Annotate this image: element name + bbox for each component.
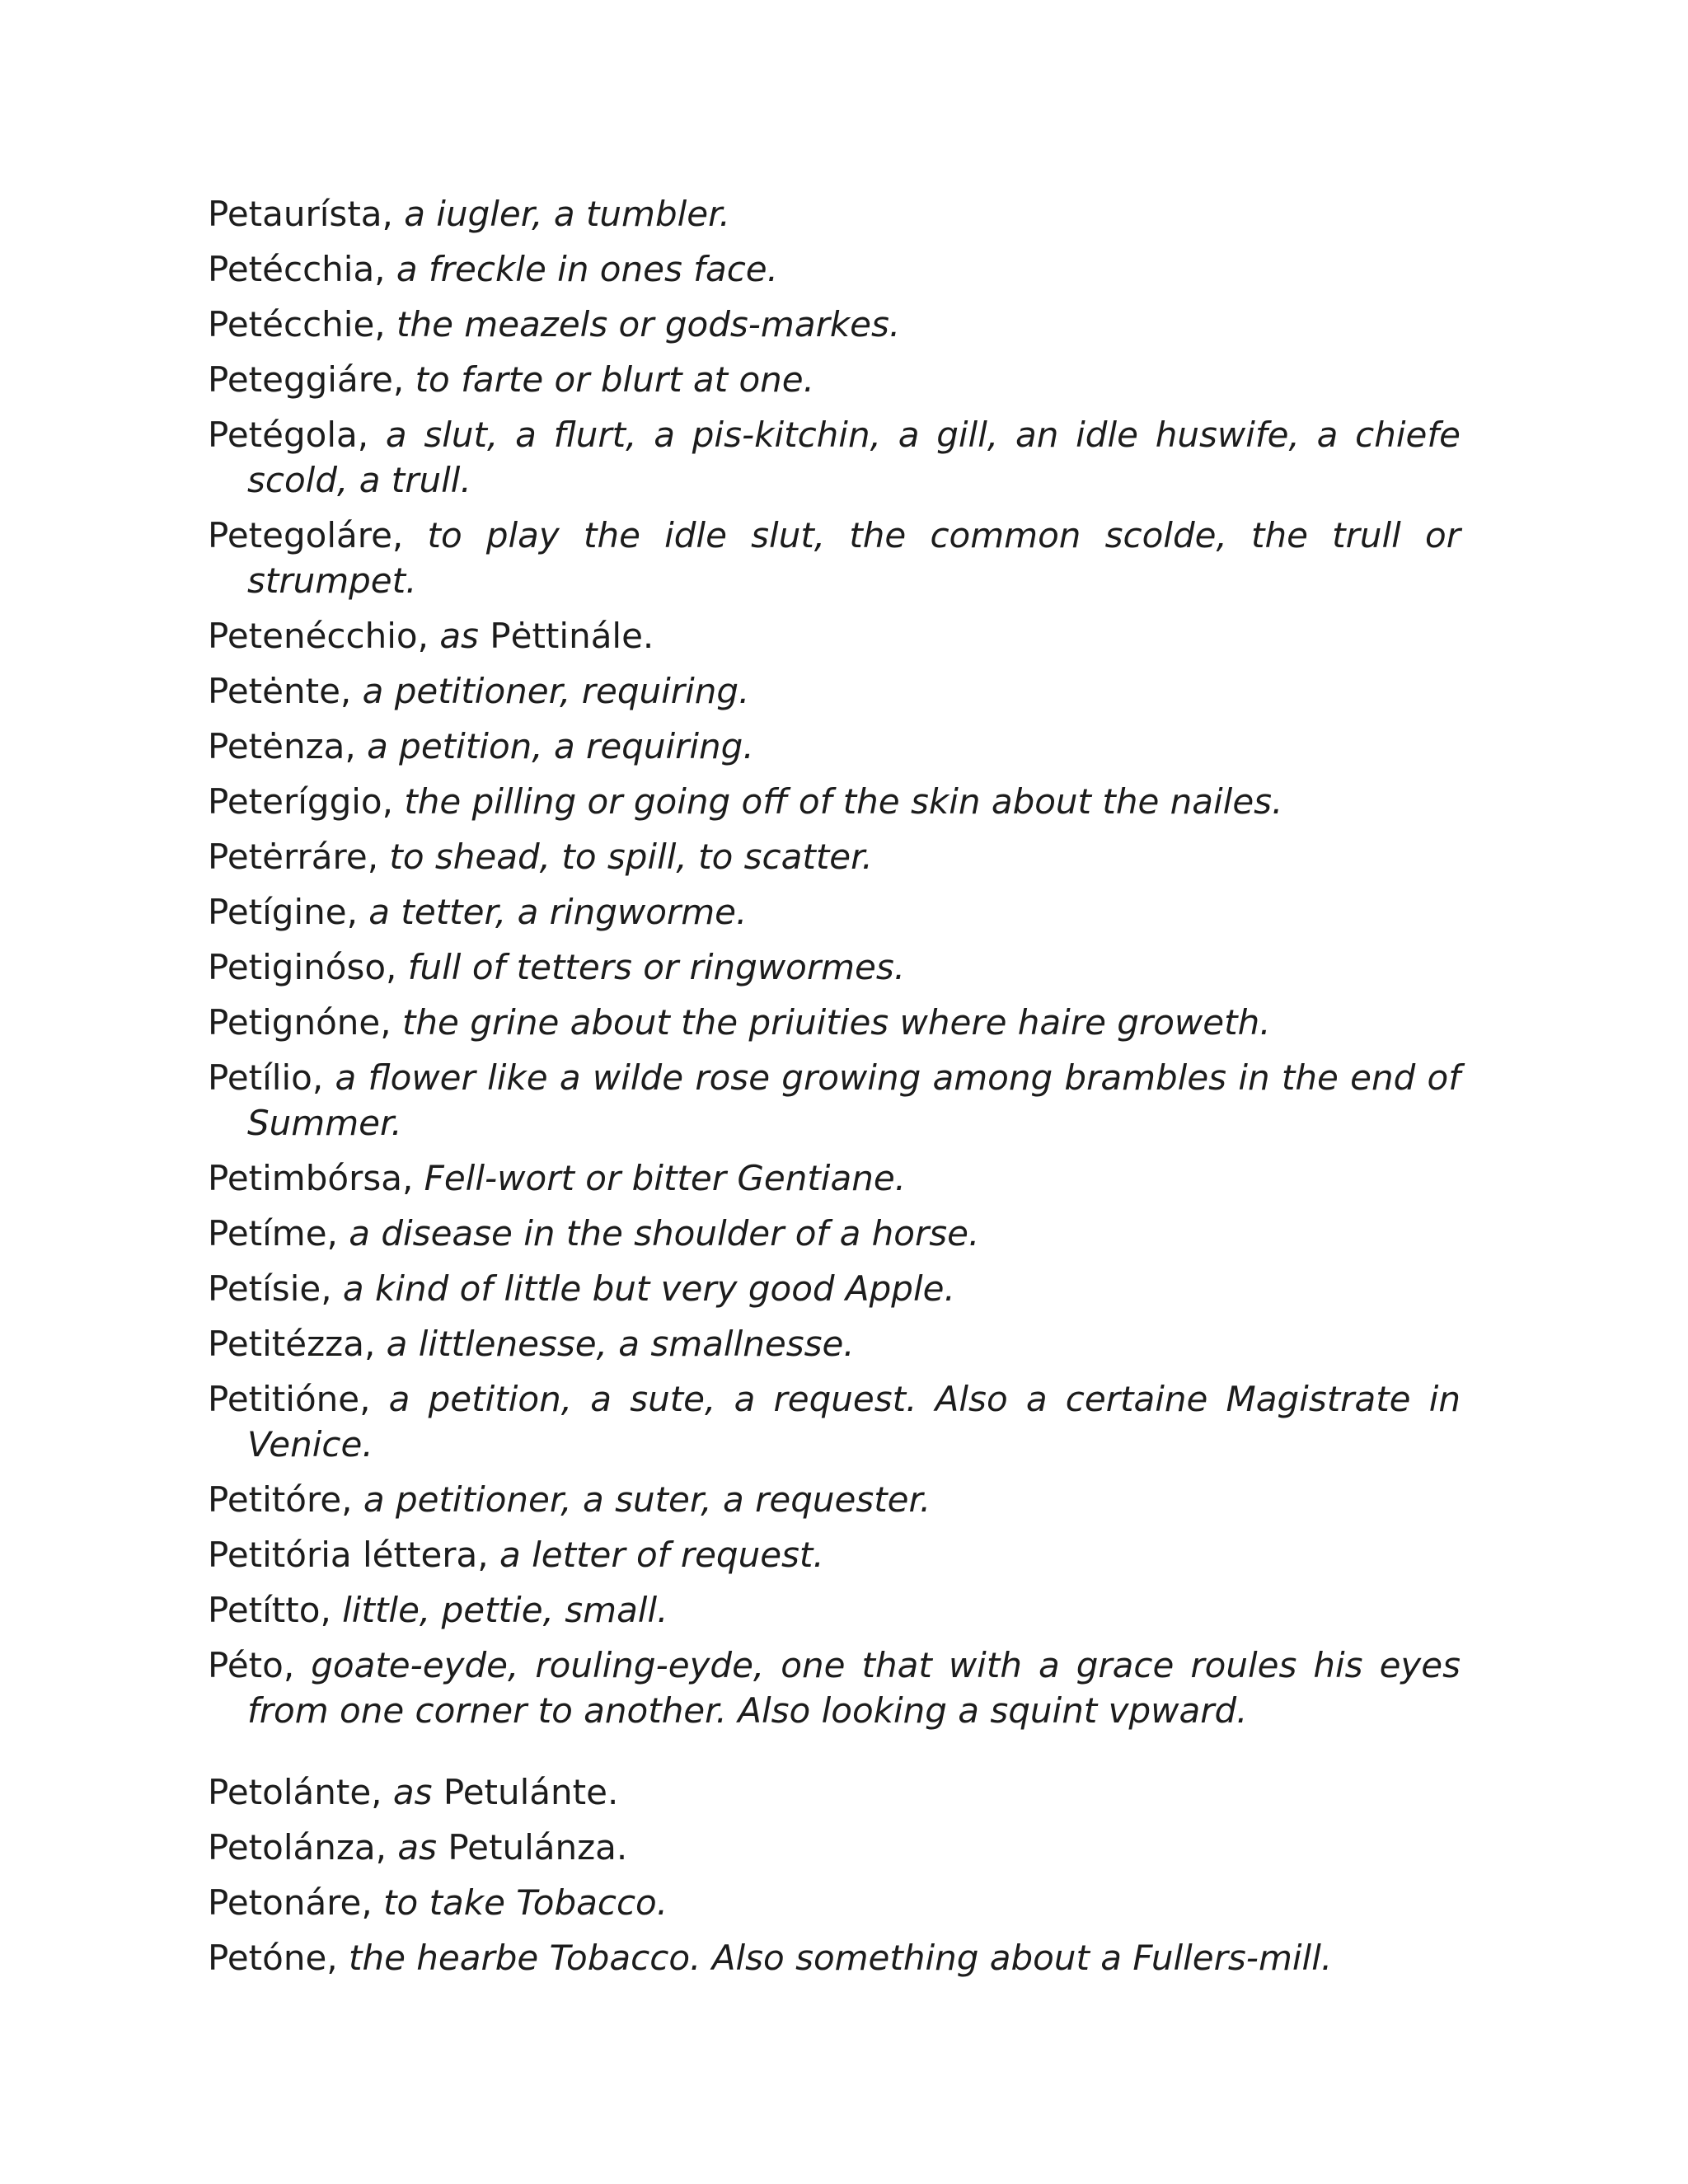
entry-headword: Peteggiáre,	[208, 359, 415, 400]
entry-definition: as	[392, 1772, 443, 1812]
entry-headword: Petégola,	[208, 415, 386, 455]
dictionary-entry	[208, 779, 1461, 824]
entry-definition: the meazels or gods-markes.	[396, 304, 901, 344]
entry-definition: a petitioner, requiring.	[362, 671, 750, 711]
dictionary-entry	[208, 412, 1461, 503]
entry-headword: Péto,	[208, 1645, 312, 1685]
entry-headword: Petécchie,	[208, 304, 396, 344]
dictionary-entry	[208, 1643, 1461, 1733]
entry-definition: a petition, a requiring.	[367, 726, 754, 766]
entry-definition: a petition, a sute, a request. Also a certaine Magistrate in Venice.	[247, 1379, 1461, 1465]
entry-headword: Petitóre,	[208, 1479, 363, 1520]
entry-definition: a tetter, a ringworme.	[368, 892, 748, 932]
entry-definition: a disease in the shoulder of a horse.	[349, 1213, 980, 1254]
entry-headword: Petėnza,	[208, 726, 368, 766]
entry-headword: Petóne,	[208, 1938, 349, 1978]
entry-headword: Petécchia,	[208, 249, 396, 289]
dictionary-entry	[208, 1825, 1461, 1870]
entry-headword: Petėrráre,	[208, 837, 390, 877]
entry-definition: a petitioner, a suter, a requester.	[363, 1479, 931, 1520]
entry-headword: Petolánte,	[208, 1772, 393, 1812]
entry-headword: Petėnte,	[208, 671, 363, 711]
entry-definition: to take Tobacco.	[383, 1882, 668, 1923]
dictionary-entry	[208, 1055, 1461, 1146]
entry-cross-reference: Petulánza.	[448, 1827, 628, 1868]
entry-definition: a freckle in ones face.	[396, 249, 778, 289]
entry-headword: Petitióne,	[208, 1379, 389, 1419]
entry-headword: Petitézza,	[208, 1324, 387, 1364]
entry-definition: to farte or blurt at one.	[415, 359, 814, 400]
dictionary-entry	[208, 1155, 1461, 1201]
entry-cross-reference: Petulánte.	[443, 1772, 619, 1812]
entry-cross-reference: Pėttinále.	[490, 616, 654, 656]
entry-definition: full of tetters or ringwormes.	[407, 947, 906, 987]
dictionary-entry	[208, 1211, 1461, 1256]
entry-definition: a littlenesse, a smallnesse.	[386, 1324, 855, 1364]
entry-definition: a letter of request.	[499, 1535, 824, 1575]
entry-definition: the grine about the priuities where haire groweth.	[401, 1002, 1271, 1043]
entry-headword: Petíme,	[208, 1213, 349, 1254]
dictionary-entry	[208, 246, 1461, 292]
entry-headword: Petonáre,	[208, 1882, 384, 1923]
entry-headword: Petaurísta,	[208, 194, 405, 234]
dictionary-entry	[208, 1376, 1461, 1467]
dictionary-entry	[208, 944, 1461, 990]
entry-headword: Petígine,	[208, 892, 369, 932]
entry-definition: as	[439, 616, 490, 656]
entry-definition: to shead, to spill, to scatter.	[389, 837, 873, 877]
dictionary-entry	[208, 357, 1461, 402]
entry-headword: Petenécchio,	[208, 616, 440, 656]
entry-headword: Petiginóso,	[208, 947, 408, 987]
entry-headword: Petitória léttera,	[208, 1535, 499, 1575]
dictionary-entry	[208, 889, 1461, 935]
dictionary-entry	[208, 191, 1461, 237]
dictionary-entry	[208, 1935, 1461, 1980]
dictionary-entry	[208, 668, 1461, 714]
entry-definition: a kind of little but very good Apple.	[342, 1268, 955, 1309]
entry-definition: a flower like a wilde rose growing among brambles in the end of Summer.	[247, 1057, 1461, 1143]
entry-definition: the pilling or going off of the skin about the nailes.	[404, 781, 1283, 822]
dictionary-entry	[208, 1266, 1461, 1311]
entry-headword: Petolánza,	[208, 1827, 398, 1868]
entry-definition: a iugler, a tumbler.	[404, 194, 730, 234]
entry-headword: Petílio,	[208, 1057, 335, 1098]
entry-definition: goate-eyde, rouling-eyde, one that with a grace roules his eyes from one corner to another. Also looking a squint vpward.	[247, 1645, 1461, 1731]
dictionary-entry	[208, 302, 1461, 347]
entry-headword: Petísie,	[208, 1268, 343, 1309]
dictionary-entry	[208, 1532, 1461, 1577]
dictionary-page	[208, 191, 1461, 1990]
dictionary-entry	[208, 834, 1461, 879]
dictionary-entry	[208, 1769, 1461, 1815]
entry-definition: to play the idle slut, the common scolde, the trull or strumpet.	[247, 515, 1461, 601]
dictionary-entry	[208, 1587, 1461, 1633]
dictionary-entry	[208, 513, 1461, 603]
dictionary-entry	[208, 1477, 1461, 1522]
entry-definition: the hearbe Tobacco. Also something about a Fullers-mill.	[349, 1938, 1333, 1978]
entry-definition: a slut, a flurt, a pis-kitchin, a gill, an idle huswife, a chiefe scold, a trull.	[247, 415, 1461, 500]
dictionary-entry	[208, 1880, 1461, 1925]
dictionary-entry	[208, 613, 1461, 658]
dictionary-entry	[208, 724, 1461, 769]
entry-headword: Petimbórsa,	[208, 1158, 424, 1198]
entry-headword: Petegoláre,	[208, 515, 428, 555]
entry-definition: little, pettie, small.	[342, 1590, 668, 1630]
entry-headword: Petignóne,	[208, 1002, 402, 1043]
dictionary-entry	[208, 1321, 1461, 1366]
entry-definition: as	[397, 1827, 448, 1868]
dictionary-entry	[208, 1000, 1461, 1045]
entry-headword: Petítto,	[208, 1590, 343, 1630]
entry-definition: Fell-wort or bitter Gentiane.	[424, 1158, 907, 1198]
entry-headword: Peteríggio,	[208, 781, 405, 822]
